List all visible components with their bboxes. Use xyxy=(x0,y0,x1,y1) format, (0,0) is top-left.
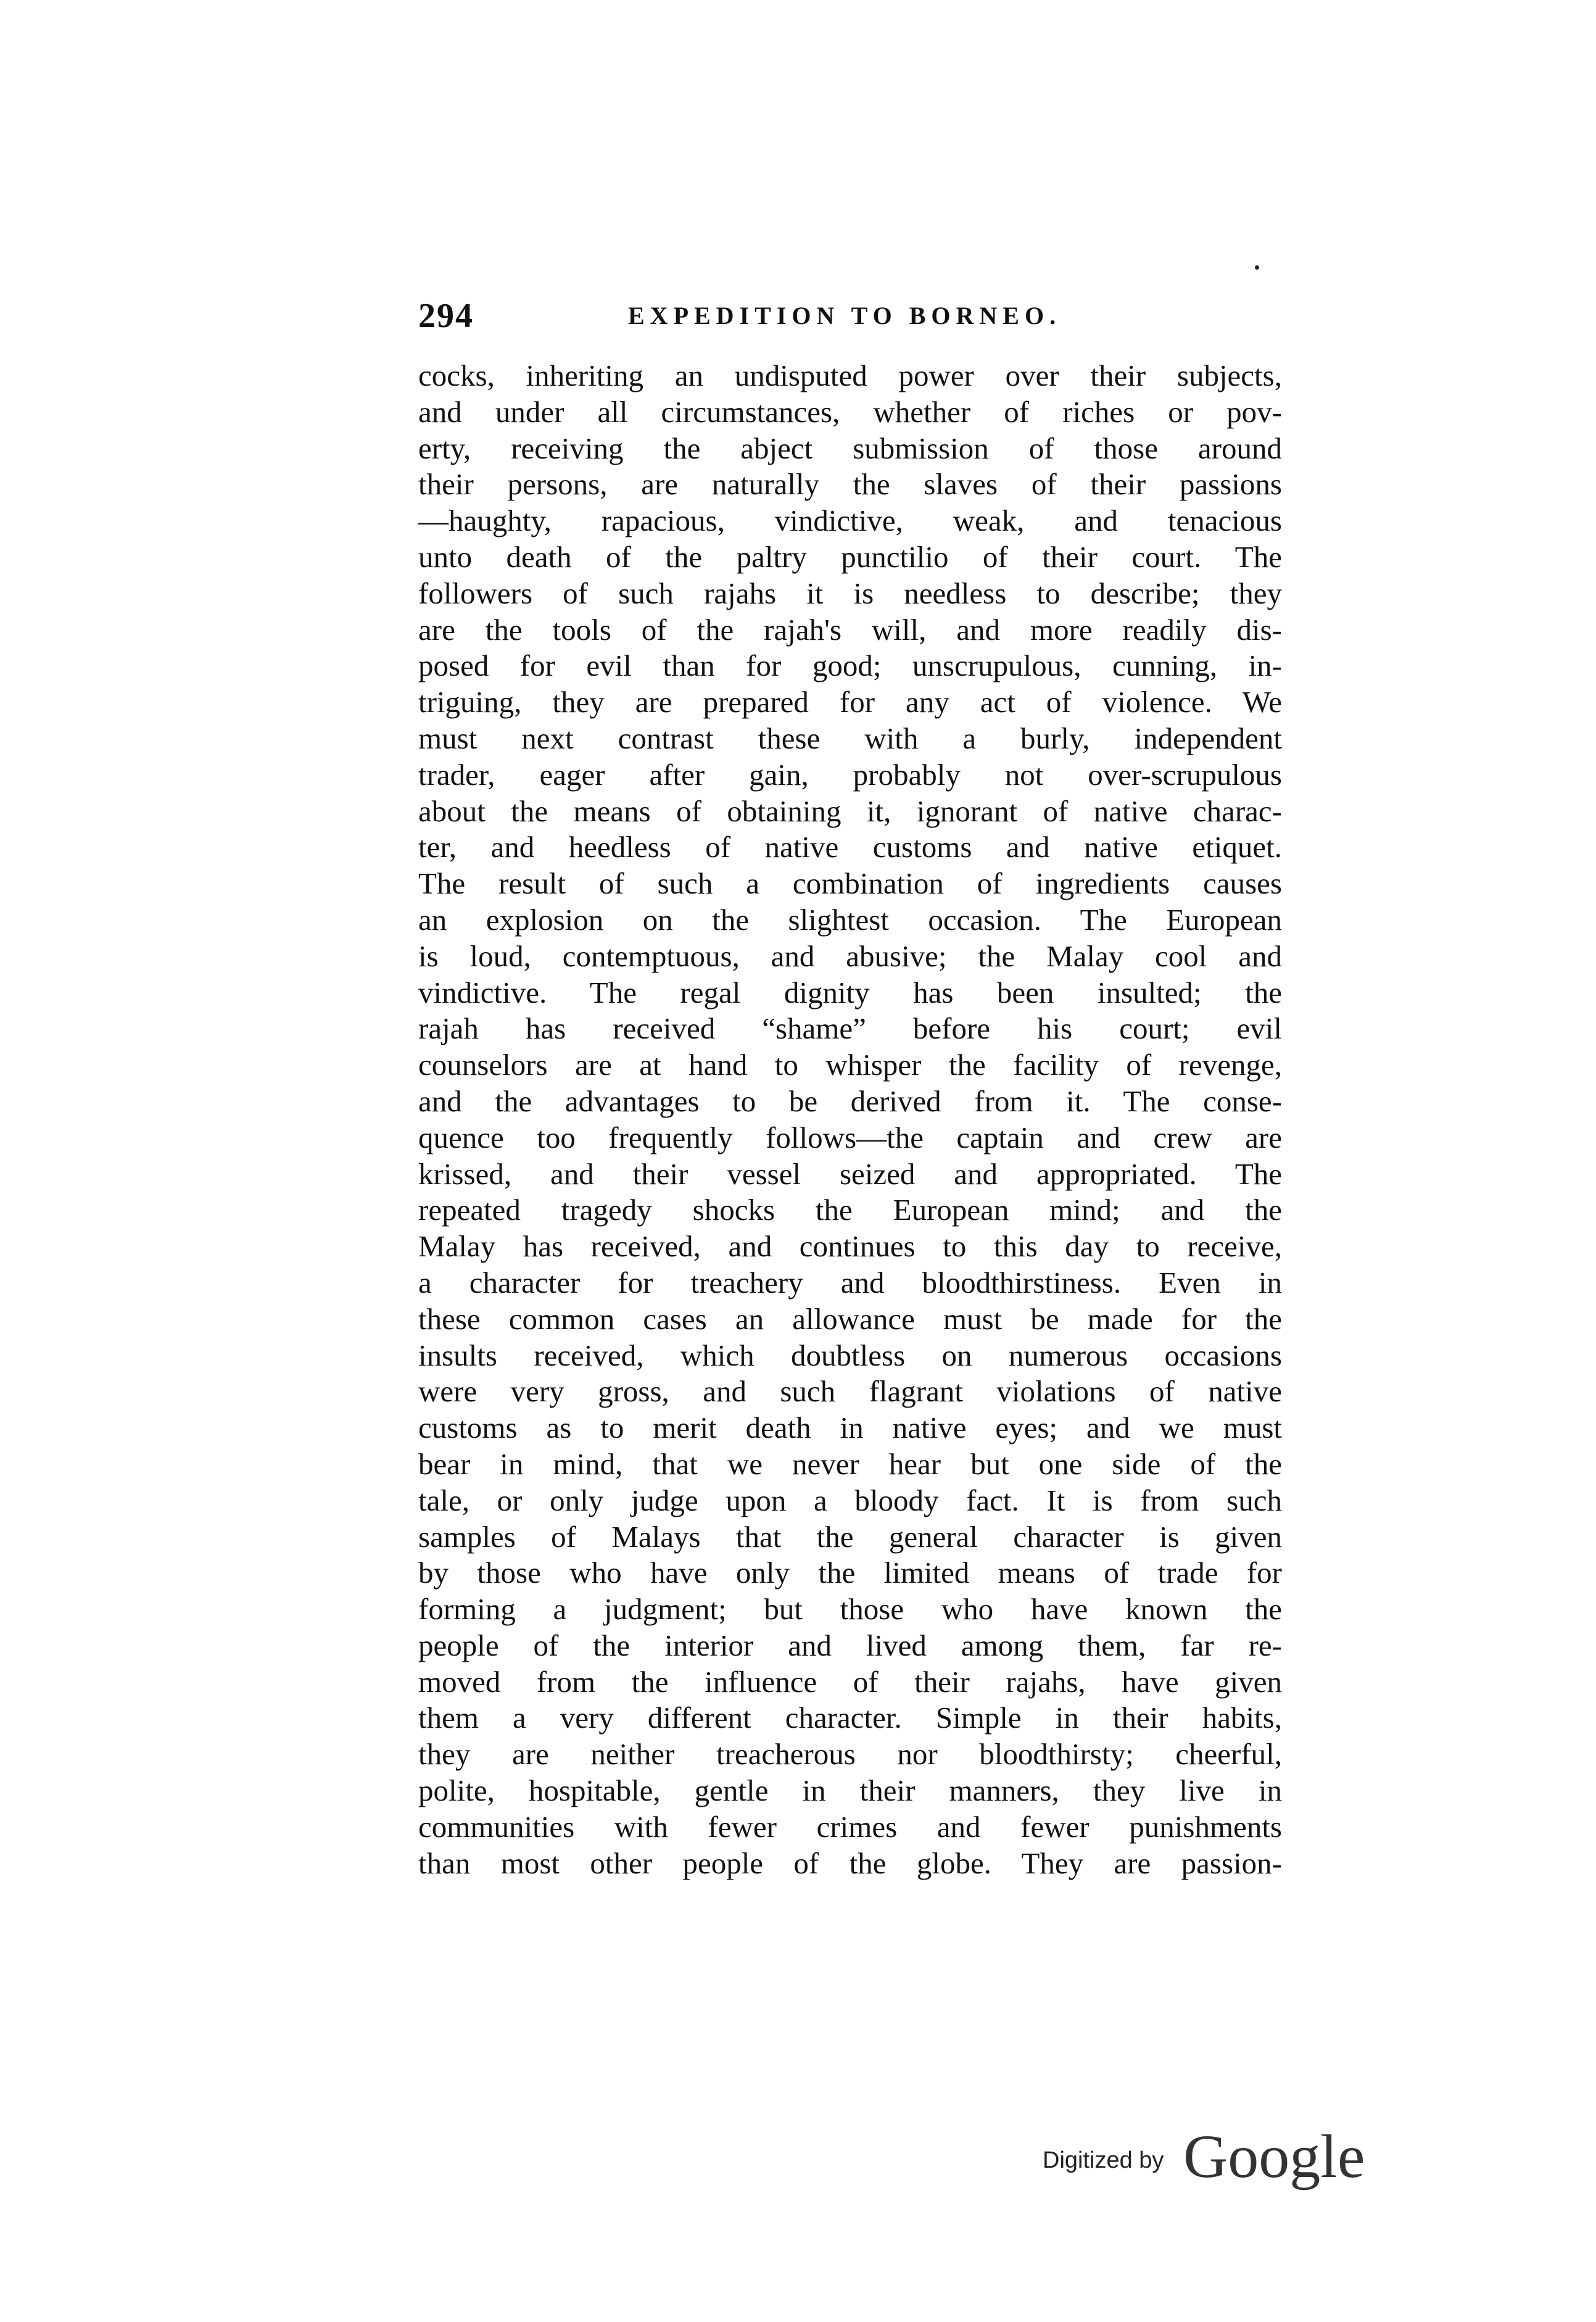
text-line: polite, hospitable, gentle in their manners, they live in xyxy=(418,1773,1282,1808)
text-line: and under all circumstances, whether of riches or pov- xyxy=(418,394,1282,429)
text-line: communities with fewer crimes and fewer punishments xyxy=(418,1809,1282,1844)
text-line: counselors are at hand to whisper the facility of revenge, xyxy=(418,1048,1282,1082)
text-line: rajah has received “shame” before his court; evil xyxy=(418,1011,1282,1046)
text-line: is loud, contemptuous, and abusive; the Malay cool and xyxy=(418,939,1282,973)
text-line: an explosion on the slightest occasion. The European xyxy=(418,902,1282,937)
text-line: cocks, inheriting an undisputed power over their subjects, xyxy=(418,359,1282,392)
text-line: posed for evil than for good; unscrupulous, cunning, in- xyxy=(418,649,1282,683)
text-line: ter, and heedless of native customs and native etiquet. xyxy=(418,830,1282,865)
text-line: repeated tragedy shocks the European mind; and the xyxy=(418,1193,1282,1227)
text-line: samples of Malays that the general character is given xyxy=(418,1519,1282,1554)
text-line: forming a judgment; but those who have known the xyxy=(418,1592,1282,1627)
text-line: quence too frequently follows—the captain and crew are xyxy=(418,1120,1282,1155)
text-line: people of the interior and lived among them, far re- xyxy=(418,1628,1282,1662)
text-line: these common cases an allowance must be made for the xyxy=(418,1301,1282,1336)
text-line: Malay has received, and continues to this day to receive, xyxy=(418,1229,1282,1264)
text-line: tale, or only judge upon a bloody fact. It is from such xyxy=(418,1483,1282,1517)
text-line: and the advantages to be derived from it. The conse- xyxy=(418,1084,1282,1118)
text-line: The result of such a combination of ingredients causes xyxy=(418,866,1282,901)
page-number: 294 xyxy=(418,297,474,335)
running-head: EXPEDITION TO BORNEO. xyxy=(628,302,1062,330)
text-line: were very gross, and such flagrant violations of native xyxy=(418,1374,1282,1409)
text-line: than most other people of the globe. They are passion- xyxy=(418,1846,1282,1880)
text-line: bear in mind, that we never hear but one side of the xyxy=(418,1446,1282,1481)
google-logo: Google xyxy=(1183,2122,1365,2191)
text-line: followers of such rajahs it is needless to describe; they xyxy=(418,576,1282,610)
text-line: about the means of obtaining it, ignorant of native charac- xyxy=(418,794,1282,828)
text-line: a character for treachery and bloodthirstiness. Even in xyxy=(418,1265,1282,1300)
text-line: krissed, and their vessel seized and appropriated. The xyxy=(418,1156,1282,1191)
text-line: vindictive. The regal dignity has been insulted; the xyxy=(418,975,1282,1010)
text-line: trader, eager after gain, probably not over-scrupulous xyxy=(418,757,1282,792)
text-line: are the tools of the rajah's will, and more readily dis- xyxy=(418,612,1282,647)
page-header xyxy=(418,291,1288,341)
text-line: them a very different character. Simple in their habits, xyxy=(418,1701,1282,1735)
text-line: by those who have only the limited means of trade for xyxy=(418,1556,1282,1590)
text-line: moved from the influence of their rajahs, have given xyxy=(418,1664,1282,1699)
digitized-label: Digitized by xyxy=(1043,2147,1164,2173)
text-line: they are neither treacherous nor bloodthirsty; cheerful, xyxy=(418,1737,1282,1772)
text-line: insults received, which doubtless on numerous occasions xyxy=(418,1338,1282,1372)
body-text xyxy=(418,358,1282,1881)
text-line: unto death of the paltry punctilio of their court. The xyxy=(418,539,1282,574)
print-speck xyxy=(1255,265,1259,270)
text-line: their persons, are naturally the slaves of their passions xyxy=(418,467,1282,502)
digitized-by-google-watermark xyxy=(1043,2123,1388,2191)
text-line: —haughty, rapacious, vindictive, weak, and tenacious xyxy=(418,504,1282,538)
text-line: customs as to merit death in native eyes; and we must xyxy=(418,1411,1282,1445)
text-line: triguing, they are prepared for any act of violence. We xyxy=(418,685,1282,719)
text-line: erty, receiving the abject submission of those around xyxy=(418,431,1282,465)
text-line: must next contrast these with a burly, independent xyxy=(418,721,1282,755)
